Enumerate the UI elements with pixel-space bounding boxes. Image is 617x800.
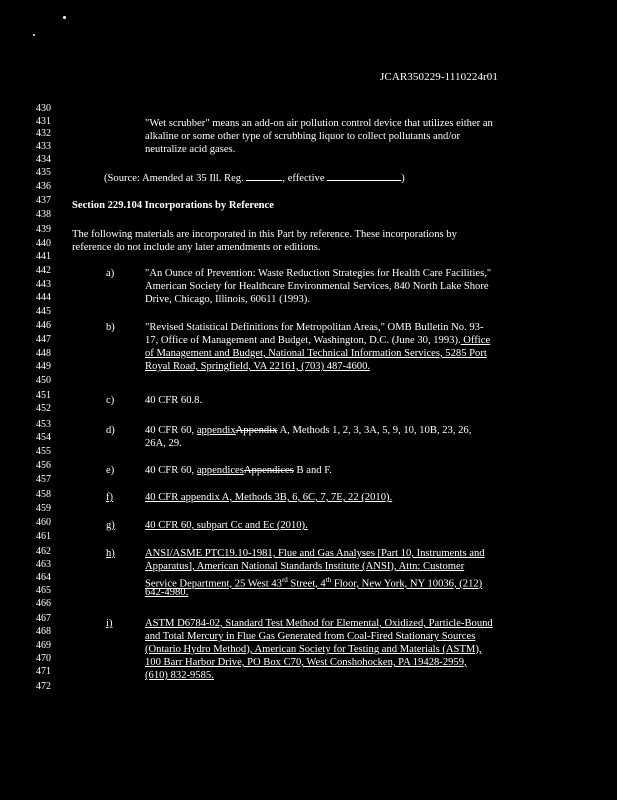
source-note <box>104 172 405 185</box>
item-label-e: e) <box>106 465 115 476</box>
line-number: 433 <box>36 141 51 152</box>
item-i-line: (610) 832-9585. <box>145 670 214 681</box>
line-number: 438 <box>36 209 51 220</box>
item-b-line: of Management and Budget, National Technical Information Services, 5285 Port <box>145 348 487 359</box>
item-h-text: Floor, New York, NY 10036, (212) <box>331 578 483 590</box>
line-number: 472 <box>36 681 51 692</box>
line-number: 441 <box>36 251 51 262</box>
line-number: 437 <box>36 195 51 206</box>
line-number: 465 <box>36 585 51 596</box>
definition-line: neutralize acid gases. <box>145 144 236 155</box>
line-number: 462 <box>36 546 51 557</box>
item-d-line: 26A, 29. <box>145 438 182 449</box>
item-a-line: American Society for Healthcare Environmental Services, 840 North Lake Shore <box>145 281 489 292</box>
item-label-i: i) <box>106 618 113 629</box>
document-id: JCAR350229-1110224r01 <box>380 71 499 83</box>
line-number: 448 <box>36 348 51 359</box>
item-a-line: Drive, Chicago, Illinois, 60611 (1993). <box>145 294 310 305</box>
line-number: 461 <box>36 531 51 542</box>
item-h-line: Apparatus], American National Standards Institute (ANSI), Attn: Customer <box>145 561 465 572</box>
item-d-inserted: appendix <box>196 425 236 436</box>
line-number: 435 <box>36 167 51 178</box>
item-label-c: c) <box>106 395 115 406</box>
item-b-text: 17, Office of Management and Budget, Washington, D.C. (June 30, 1993). <box>145 335 461 346</box>
source-close: ) <box>401 173 405 184</box>
item-b-line <box>145 335 490 347</box>
line-number: 463 <box>36 559 51 570</box>
item-e-line <box>145 465 332 477</box>
item-i-line: and Total Mercury in Flue Gas Generated from Coal-Fired Stationary Sources <box>145 631 476 642</box>
line-number: 445 <box>36 306 51 317</box>
line-number: 439 <box>36 224 51 235</box>
blank-line <box>327 172 401 181</box>
source-effective: , effective <box>282 173 325 184</box>
line-number: 456 <box>36 460 51 471</box>
item-label-b: b) <box>106 322 115 333</box>
line-number: 454 <box>36 432 51 443</box>
line-number: 449 <box>36 361 51 372</box>
item-f-line: 40 CFR appendix A, Methods 3B, 6, 6C, 7, 7E, 22 (2010). <box>145 492 393 503</box>
line-number: 452 <box>36 403 51 414</box>
scan-speck <box>33 34 35 36</box>
line-number: 444 <box>36 292 51 303</box>
definition-line: "Wet scrubber" means an add-on air pollution control device that utilizes either an <box>145 118 493 129</box>
item-label-g: g) <box>106 520 115 531</box>
item-d-text: A, Methods 1, 2, 3, 3A, 5, 9, 10, 10B, 23, 26, <box>277 425 472 436</box>
item-h-sup: rd <box>281 576 288 584</box>
item-e-text: 40 CFR 60, <box>145 465 197 476</box>
item-h-line: ANSI/ASME PTC19.10-1981, Flue and Gas Analyses [Part 10, Instruments and <box>145 548 485 559</box>
item-i-line: ASTM D6784-02, Standard Test Method for Elemental, Oxidized, Particle-Bound <box>145 618 493 629</box>
item-label-a: a) <box>106 268 115 279</box>
line-number: 471 <box>36 666 51 677</box>
line-number: 460 <box>36 517 51 528</box>
line-number: 453 <box>36 419 51 430</box>
line-number: 434 <box>36 154 51 165</box>
item-i-line: 100 Barr Harbor Drive, PO Box C70, West Conshohocken, PA 19428-2959, <box>145 657 467 668</box>
line-number: 446 <box>36 320 51 331</box>
line-number: 450 <box>36 375 51 386</box>
line-number: 459 <box>36 503 51 514</box>
line-number: 432 <box>36 128 51 139</box>
item-d-line <box>145 425 471 437</box>
item-e-text: B and F. <box>293 465 332 476</box>
line-number: 470 <box>36 653 51 664</box>
line-number: 458 <box>36 489 51 500</box>
line-number: 457 <box>36 474 51 485</box>
line-number: 430 <box>36 103 51 114</box>
item-label-h: h) <box>106 548 115 559</box>
item-h-text: Street, 4 <box>287 578 326 590</box>
scan-speck <box>63 16 66 19</box>
line-number: 451 <box>36 390 51 401</box>
item-d-deleted: Appendix <box>235 425 278 436</box>
item-a-line: "An Ounce of Prevention: Waste Reduction Strategies for Health Care Facilities," <box>145 268 492 279</box>
item-d-text: 40 CFR 60, <box>145 425 197 436</box>
line-number: 431 <box>36 116 51 127</box>
item-h-line: 642-4980. <box>145 587 189 598</box>
item-i-line: (Ontario Hydro Method), American Society for Testing and Materials (ASTM), <box>145 644 482 655</box>
source-prefix: (Source: Amended at 35 Ill. Reg. <box>104 173 244 184</box>
item-b-inserted: Office <box>460 335 491 346</box>
item-g-line: 40 CFR 60, subpart Cc and Ec (2010). <box>145 520 308 531</box>
item-e-deleted: Appendices <box>243 465 294 476</box>
intro-line: The following materials are incorporated in this Part by reference. These incorporations by <box>72 229 457 240</box>
intro-line: reference do not include any later amendments or editions. <box>72 242 321 253</box>
definition-line: alkaline or some other type of scrubbing liquor to collect pollutants and/or <box>145 131 461 142</box>
line-number: 455 <box>36 446 51 457</box>
item-h-text: Service Department, 25 West 43 <box>145 578 282 590</box>
line-number: 440 <box>36 238 51 249</box>
item-h-line <box>145 574 482 591</box>
item-b-line: "Revised Statistical Definitions for Metropolitan Areas," OMB Bulletin No. 93- <box>145 322 484 333</box>
item-label-d: d) <box>106 425 115 436</box>
item-c-line: 40 CFR 60.8. <box>145 395 203 406</box>
line-number: 464 <box>36 572 51 583</box>
blank-line <box>246 172 282 181</box>
line-number: 468 <box>36 626 51 637</box>
item-label-f: f) <box>106 492 114 503</box>
line-number: 467 <box>36 613 51 624</box>
item-h-sup: th <box>325 576 332 584</box>
line-number: 447 <box>36 334 51 345</box>
item-e-inserted: appendices <box>196 465 244 476</box>
section-heading: Section 229.104 Incorporations by Reference <box>72 200 274 211</box>
line-number: 436 <box>36 181 51 192</box>
item-b-line: Royal Road, Springfield, VA 22161, (703) 487-4600. <box>145 361 371 372</box>
line-number: 443 <box>36 279 51 290</box>
line-number: 466 <box>36 598 51 609</box>
line-number: 442 <box>36 265 51 276</box>
line-number: 469 <box>36 640 51 651</box>
